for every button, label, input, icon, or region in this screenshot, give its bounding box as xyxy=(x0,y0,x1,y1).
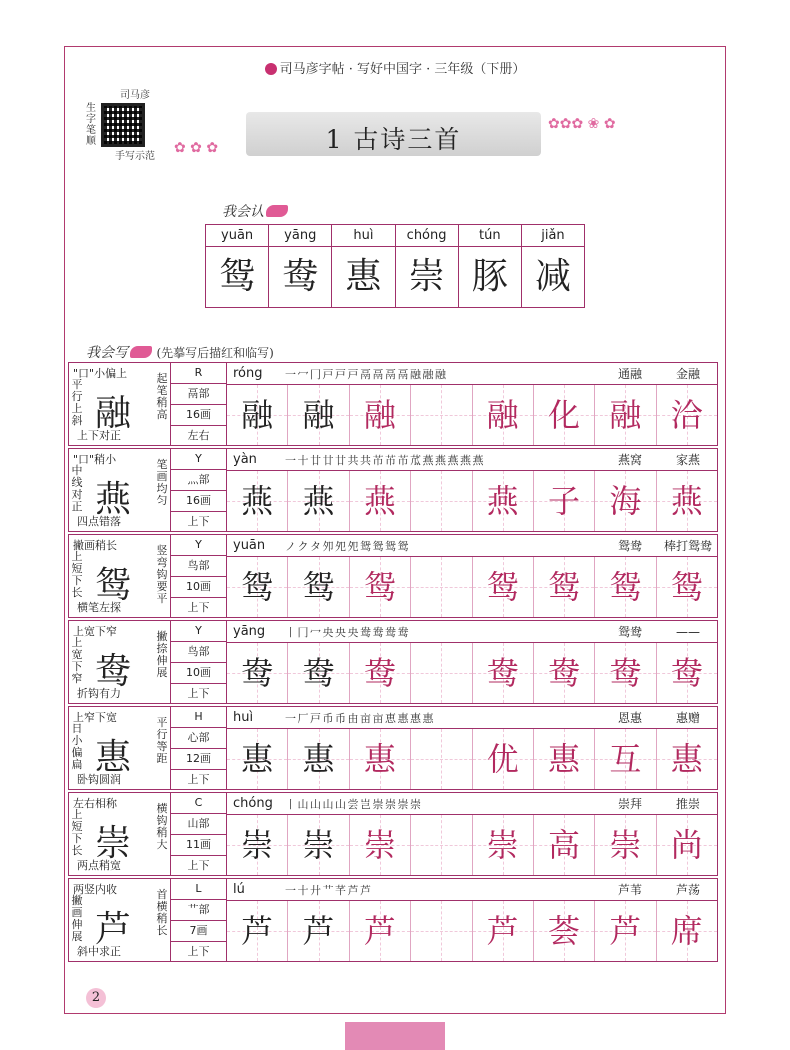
structure: 上下 xyxy=(187,859,210,872)
word-1: 燕窝 xyxy=(617,453,642,467)
recognize-char: 豚 xyxy=(471,256,508,297)
recognize-column xyxy=(269,225,332,307)
practice-char: 惠 xyxy=(548,740,581,778)
practice-cell[interactable] xyxy=(657,729,717,789)
word-2: 棒打鸳鸯 xyxy=(663,539,712,553)
practice-char: 子 xyxy=(548,482,581,520)
practice-cell[interactable] xyxy=(227,471,288,531)
practice-char: 崇 xyxy=(609,826,642,864)
practice-char: 鸯 xyxy=(302,654,335,692)
index-letter: Y xyxy=(171,449,226,470)
practice-char: 鸳 xyxy=(241,568,274,606)
structure: 上下 xyxy=(187,601,210,614)
recognize-char: 鸯 xyxy=(282,256,319,297)
tip-left: 上短下长 xyxy=(71,808,83,857)
recognize-pinyin: tún xyxy=(459,225,521,247)
char-pinyin: yāng xyxy=(233,624,266,639)
model-char: 鸳 xyxy=(95,565,132,606)
qr-bottom-label: 手写示范 xyxy=(115,151,155,162)
practice-char: 崇 xyxy=(486,826,519,864)
tip-left: 上宽下窄 xyxy=(71,636,83,685)
practice-cell[interactable] xyxy=(350,729,411,789)
tip-bottom: 两点稍宽 xyxy=(77,859,121,872)
char-analysis xyxy=(69,793,171,875)
tip-left: 日小偏扁 xyxy=(71,722,83,771)
practice-char: 融 xyxy=(363,396,396,434)
practice-row xyxy=(68,620,718,704)
tip-top: 上宽下窄 xyxy=(73,625,117,638)
practice-char: 高 xyxy=(548,826,581,864)
practice-area xyxy=(227,793,717,875)
practice-char: 芦 xyxy=(241,912,274,950)
tip-top: 两竖内收 xyxy=(73,883,117,896)
stroke-count: 10画 xyxy=(171,663,226,684)
practice-cell[interactable] xyxy=(473,557,534,617)
practice-area xyxy=(227,621,717,703)
practice-cell[interactable] xyxy=(227,815,288,875)
practice-char: 鸳 xyxy=(548,568,581,606)
tip-top: 上窄下宽 xyxy=(73,711,117,724)
char-meta xyxy=(171,793,227,875)
word-1: 鸳鸯 xyxy=(617,539,642,553)
practice-cell[interactable] xyxy=(473,385,534,445)
qr-code-icon[interactable] xyxy=(101,103,145,147)
practice-char: 芦 xyxy=(363,912,396,950)
recognize-pinyin: yāng xyxy=(269,225,331,247)
recognize-table xyxy=(205,224,585,308)
tip-top: "口"小偏上 xyxy=(73,367,128,380)
index-letter: Y xyxy=(171,621,226,642)
tip-bottom: 上下对正 xyxy=(77,429,121,442)
bottom-tab xyxy=(345,1022,445,1050)
char-meta xyxy=(171,879,227,961)
practice-row xyxy=(68,534,718,618)
practice-cell[interactable] xyxy=(595,729,656,789)
practice-row xyxy=(68,792,718,876)
qr-side-label: 生字笔顺 xyxy=(86,103,96,147)
practice-cell[interactable] xyxy=(473,729,534,789)
radical: 灬部 xyxy=(171,470,226,491)
practice-cell[interactable] xyxy=(411,557,472,617)
practice-char: 惠 xyxy=(670,740,703,778)
practice-cell[interactable] xyxy=(288,557,349,617)
char-meta xyxy=(171,621,227,703)
practice-cell[interactable] xyxy=(657,385,717,445)
tip-top: 左右相称 xyxy=(73,797,117,810)
practice-cell[interactable] xyxy=(288,729,349,789)
stroke-count: 10画 xyxy=(171,577,226,598)
practice-cell[interactable] xyxy=(657,901,717,961)
practice-cell[interactable] xyxy=(227,643,288,703)
structure: 上下 xyxy=(187,945,210,958)
practice-char: 鸳 xyxy=(609,568,642,606)
practice-cell[interactable] xyxy=(534,901,595,961)
recognize-pinyin: yuān xyxy=(206,225,268,247)
practice-char: 鸯 xyxy=(670,654,703,692)
practice-cell[interactable] xyxy=(227,901,288,961)
tip-top: "口"稍小 xyxy=(73,453,117,466)
practice-cell[interactable] xyxy=(227,557,288,617)
stroke-order: 一 厂 戸 币 币 由 亩 亩 恵 惠 惠 惠 xyxy=(285,711,433,725)
recognize-pinyin: jiǎn xyxy=(522,225,584,247)
practice-cell[interactable] xyxy=(288,901,349,961)
tip-bottom: 横笔左探 xyxy=(77,601,121,614)
practice-char: 燕 xyxy=(670,482,703,520)
word-1: 通融 xyxy=(617,367,642,381)
radical: 鸟部 xyxy=(171,642,226,663)
practice-char: 鸯 xyxy=(241,654,274,692)
char-pinyin: huì xyxy=(233,710,254,725)
section-recognize-label: 我会认 xyxy=(222,201,288,221)
practice-cell[interactable] xyxy=(288,471,349,531)
practice-area xyxy=(227,879,717,961)
qr-code-block[interactable] xyxy=(85,86,185,162)
practice-cell[interactable] xyxy=(411,643,472,703)
practice-cell[interactable] xyxy=(350,643,411,703)
char-meta xyxy=(171,535,227,617)
practice-char: 融 xyxy=(486,396,519,434)
page-header: 司马彦字帖 · 写好中国字 · 三年级（下册） xyxy=(0,58,790,77)
practice-char: 芦 xyxy=(486,912,519,950)
word-1: 崇拜 xyxy=(617,797,642,811)
practice-cell[interactable] xyxy=(411,471,472,531)
word-1: 芦苇 xyxy=(617,883,642,897)
recognize-column xyxy=(459,225,522,307)
practice-area xyxy=(227,707,717,789)
practice-cell[interactable] xyxy=(657,815,717,875)
stroke-order: ノ ク タ 夘 夗 夗 鸳 鸳 鸳 鸳 xyxy=(285,539,408,553)
radical: 鬲部 xyxy=(171,384,226,405)
practice-cell[interactable] xyxy=(595,557,656,617)
practice-cell[interactable] xyxy=(534,471,595,531)
structure: 上下 xyxy=(187,515,210,528)
index-letter: H xyxy=(171,707,226,728)
stroke-order: 一 十 廾 艹 芊 芦 芦 xyxy=(285,883,370,897)
stroke-count: 11画 xyxy=(171,835,226,856)
recognize-pinyin: huì xyxy=(332,225,394,247)
stroke-count: 16画 xyxy=(171,491,226,512)
practice-cell[interactable] xyxy=(227,729,288,789)
chick-decoration-icon: ✿ ✿ ✿ xyxy=(174,140,219,156)
practice-cell[interactable] xyxy=(595,471,656,531)
practice-cell[interactable] xyxy=(534,557,595,617)
index-letter: Y xyxy=(171,535,226,556)
practice-char: 崇 xyxy=(363,826,396,864)
practice-char: 惠 xyxy=(363,740,396,778)
practice-area xyxy=(227,449,717,531)
lesson-title-bar xyxy=(246,112,541,156)
char-pinyin: yuān xyxy=(233,538,266,553)
tip-left: 中线对正 xyxy=(71,464,83,513)
practice-char: 惠 xyxy=(302,740,335,778)
char-meta xyxy=(171,707,227,789)
practice-char: 化 xyxy=(548,396,581,434)
practice-char: 燕 xyxy=(241,482,274,520)
practice-char: 尚 xyxy=(670,826,703,864)
practice-cell[interactable] xyxy=(595,815,656,875)
lesson-title: 1 古诗三首 xyxy=(325,125,462,154)
section-write-note: (先摹写后描红和临写) xyxy=(156,346,274,360)
practice-cell[interactable] xyxy=(473,643,534,703)
pen-icon xyxy=(130,346,152,358)
recognize-char: 鸳 xyxy=(219,256,256,297)
practice-char: 席 xyxy=(670,912,703,950)
practice-cell[interactable] xyxy=(657,557,717,617)
practice-area xyxy=(227,363,717,445)
practice-cell[interactable] xyxy=(657,643,717,703)
char-analysis xyxy=(69,621,171,703)
practice-cell[interactable] xyxy=(657,471,717,531)
practice-char: 鸯 xyxy=(363,654,396,692)
practice-cell[interactable] xyxy=(473,471,534,531)
practice-cell[interactable] xyxy=(534,729,595,789)
index-letter: C xyxy=(171,793,226,814)
tip-right: 横钩稍大 xyxy=(156,802,168,851)
practice-char: 惠 xyxy=(241,740,274,778)
model-char: 鸯 xyxy=(95,651,132,692)
structure: 上下 xyxy=(187,773,210,786)
tip-left: 撇画伸展 xyxy=(71,894,83,943)
practice-char: 崇 xyxy=(241,826,274,864)
practice-cell[interactable] xyxy=(534,385,595,445)
practice-char: 鸳 xyxy=(486,568,519,606)
char-pinyin: lú xyxy=(233,882,245,897)
practice-char: 燕 xyxy=(363,482,396,520)
practice-char: 芦 xyxy=(302,912,335,950)
word-2: 家燕 xyxy=(675,453,700,467)
word-1: 鸳鸯 xyxy=(617,625,642,639)
practice-row xyxy=(68,706,718,790)
radical: 艹部 xyxy=(171,900,226,921)
stroke-count: 12画 xyxy=(171,749,226,770)
practice-cell[interactable] xyxy=(350,815,411,875)
practice-cell[interactable] xyxy=(288,385,349,445)
char-meta xyxy=(171,363,227,445)
practice-char: 鸯 xyxy=(548,654,581,692)
practice-char: 鸯 xyxy=(486,654,519,692)
practice-row xyxy=(68,878,718,962)
tip-right: 撇捺伸展 xyxy=(156,630,168,679)
word-2: —— xyxy=(676,624,700,639)
stroke-count: 16画 xyxy=(171,405,226,426)
practice-char: 崇 xyxy=(302,826,335,864)
char-meta xyxy=(171,449,227,531)
stroke-order: 一 十 廿 廿 廿 共 共 芇 芇 芇 苽 燕 燕 燕 燕 燕 xyxy=(285,453,483,467)
recognize-char: 崇 xyxy=(408,256,445,297)
tip-right: 竖弯钩要平 xyxy=(156,544,168,605)
radical: 鸟部 xyxy=(171,556,226,577)
brand-logo-icon xyxy=(265,63,277,75)
char-pinyin: róng xyxy=(233,366,263,381)
tip-bottom: 卧钩圆润 xyxy=(77,773,121,786)
page-number: 2 xyxy=(86,988,106,1008)
practice-char: 鸳 xyxy=(302,568,335,606)
practice-cell[interactable] xyxy=(288,815,349,875)
tip-top: 撇画稍长 xyxy=(73,539,117,552)
tip-right: 平行等距 xyxy=(156,716,168,765)
practice-cell[interactable] xyxy=(350,471,411,531)
practice-cell[interactable] xyxy=(411,385,472,445)
section-write-label: 我会写 (先摹写后描红和临写) xyxy=(86,345,274,361)
practice-cell[interactable] xyxy=(473,815,534,875)
practice-char: 融 xyxy=(302,396,335,434)
qr-top-label: 司马彦 xyxy=(120,90,150,101)
practice-char: 鸳 xyxy=(363,568,396,606)
stroke-order: 丨 山 山 山 山 尝 岂 崇 崇 崇 崇 xyxy=(285,797,420,811)
practice-char: 鸳 xyxy=(670,568,703,606)
practice-char: 鸯 xyxy=(609,654,642,692)
practice-char: 海 xyxy=(609,482,642,520)
word-2: 芦荡 xyxy=(675,883,700,897)
practice-char: 互 xyxy=(609,740,642,778)
index-letter: R xyxy=(171,363,226,384)
char-analysis xyxy=(69,707,171,789)
radical: 山部 xyxy=(171,814,226,835)
tip-left: 平行上斜 xyxy=(71,378,83,427)
practice-cell[interactable] xyxy=(350,557,411,617)
structure: 左右 xyxy=(187,429,210,442)
recognize-column xyxy=(206,225,269,307)
practice-cell[interactable] xyxy=(350,901,411,961)
model-char: 融 xyxy=(95,393,132,434)
recognize-column xyxy=(332,225,395,307)
tip-right: 起笔稍高 xyxy=(156,372,168,421)
stroke-count: 7画 xyxy=(171,921,226,942)
practice-cell[interactable] xyxy=(411,815,472,875)
tip-left: 上短下长 xyxy=(71,550,83,599)
practice-cell[interactable] xyxy=(227,385,288,445)
practice-cell[interactable] xyxy=(288,643,349,703)
practice-cell[interactable] xyxy=(534,643,595,703)
practice-cell[interactable] xyxy=(411,729,472,789)
practice-area xyxy=(227,535,717,617)
practice-cell[interactable] xyxy=(411,901,472,961)
word-2: 惠赠 xyxy=(675,711,700,725)
practice-char: 融 xyxy=(609,396,642,434)
char-analysis xyxy=(69,535,171,617)
tip-bottom: 折钩有力 xyxy=(77,687,121,700)
practice-cell[interactable] xyxy=(595,901,656,961)
practice-cell[interactable] xyxy=(473,901,534,961)
recognize-column xyxy=(396,225,459,307)
practice-row xyxy=(68,448,718,532)
practice-char: 芦 xyxy=(609,912,642,950)
char-analysis xyxy=(69,879,171,961)
recognize-char: 惠 xyxy=(345,256,382,297)
practice-char: 融 xyxy=(241,396,274,434)
practice-char: 燕 xyxy=(486,482,519,520)
practice-row xyxy=(68,362,718,446)
model-char: 燕 xyxy=(95,479,132,520)
practice-char: 洽 xyxy=(670,396,703,434)
recognize-pinyin: chóng xyxy=(396,225,458,247)
char-pinyin: yàn xyxy=(233,452,257,467)
char-analysis xyxy=(69,363,171,445)
word-1: 恩惠 xyxy=(617,711,642,725)
tip-bottom: 四点错落 xyxy=(77,515,121,528)
model-char: 芦 xyxy=(95,909,132,950)
practice-cell[interactable] xyxy=(595,385,656,445)
stroke-order: 一 冖 冂 戸 戸 戸 鬲 鬲 鬲 鬲 融 融 融 xyxy=(285,367,445,381)
stroke-order: 丨 冂 冖 央 央 央 鸯 鸯 鸯 鸯 xyxy=(285,625,408,639)
practice-cell[interactable] xyxy=(595,643,656,703)
practice-cell[interactable] xyxy=(350,385,411,445)
flower-decoration-icon: ✿✿✿ ❀ ✿ xyxy=(548,116,616,132)
word-2: 推崇 xyxy=(675,797,700,811)
tip-right: 笔画均匀 xyxy=(156,458,168,507)
char-pinyin: chóng xyxy=(233,796,273,811)
practice-char: 优 xyxy=(486,740,519,778)
practice-char: 燕 xyxy=(302,482,335,520)
structure: 上下 xyxy=(187,687,210,700)
recognize-char: 减 xyxy=(534,256,571,297)
pen-icon xyxy=(266,205,288,217)
tip-bottom: 斜中求正 xyxy=(77,945,121,958)
writing-practice-table xyxy=(68,362,718,964)
radical: 心部 xyxy=(171,728,226,749)
tip-right: 首横稍长 xyxy=(156,888,168,937)
word-2: 金融 xyxy=(675,367,700,381)
practice-cell[interactable] xyxy=(534,815,595,875)
model-char: 崇 xyxy=(95,823,132,864)
model-char: 惠 xyxy=(95,737,132,778)
practice-char: 荟 xyxy=(548,912,581,950)
index-letter: L xyxy=(171,879,226,900)
char-analysis xyxy=(69,449,171,531)
recognize-column xyxy=(522,225,584,307)
